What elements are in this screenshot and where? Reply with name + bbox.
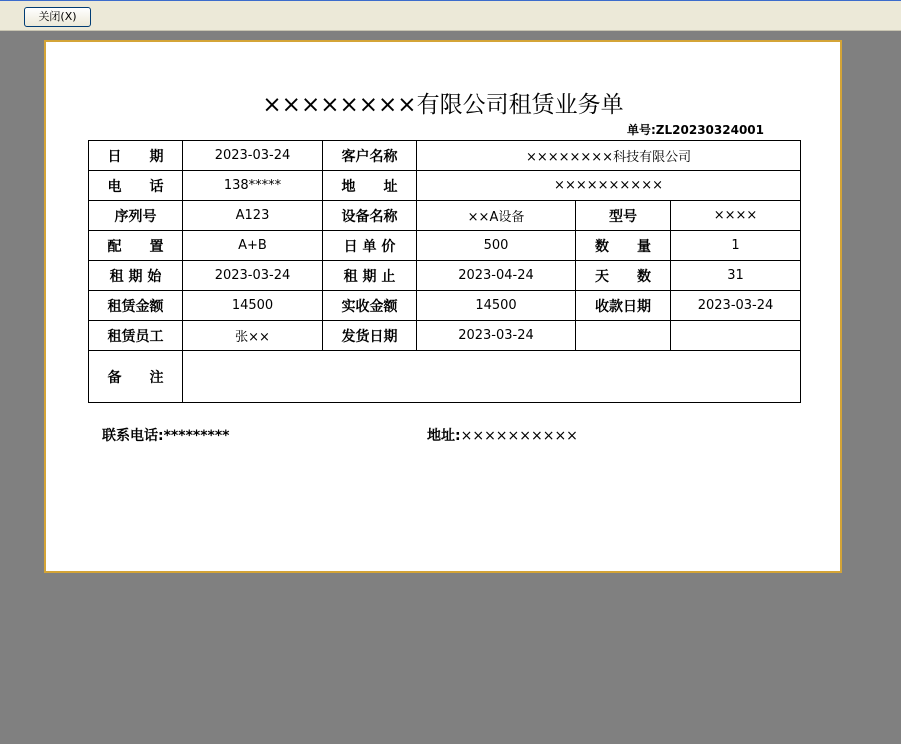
close-button[interactable]: 关闭(X) [24, 7, 91, 27]
table-row [89, 231, 801, 261]
config-label: 配 置 [89, 231, 183, 261]
address-value: ×××××××××× [417, 171, 801, 201]
days-value: 31 [671, 261, 801, 291]
pay-date-label: 收款日期 [576, 291, 671, 321]
daily-price-label: 日 单 价 [323, 231, 417, 261]
serial-label: 序列号 [89, 201, 183, 231]
pay-date-value: 2023-03-24 [671, 291, 801, 321]
device-value: ××A设备 [417, 201, 576, 231]
table-row [89, 291, 801, 321]
table-row [89, 141, 801, 171]
start-value: 2023-03-24 [183, 261, 323, 291]
customer-label: 客户名称 [323, 141, 417, 171]
phone-value: 138***** [183, 171, 323, 201]
date-label: 日 期 [89, 141, 183, 171]
model-label: 型号 [576, 201, 671, 231]
ship-date-value: 2023-03-24 [417, 321, 576, 351]
start-label: 租 期 始 [89, 261, 183, 291]
received-label: 实收金额 [323, 291, 417, 321]
table-row [89, 171, 801, 201]
toolbar [0, 0, 901, 31]
staff-value: 张×× [183, 321, 323, 351]
device-label: 设备名称 [323, 201, 417, 231]
date-value: 2023-03-24 [183, 141, 323, 171]
table-row [89, 351, 801, 403]
customer-value: ××××××××科技有限公司 [417, 141, 801, 171]
order-number [627, 121, 764, 138]
amount-label: 租赁金额 [89, 291, 183, 321]
model-value: ×××× [671, 201, 801, 231]
days-label: 天 数 [576, 261, 671, 291]
table-row [89, 321, 801, 351]
empty-cell [671, 321, 801, 351]
end-value: 2023-04-24 [417, 261, 576, 291]
rental-form-table [88, 140, 801, 403]
phone-label: 电 话 [89, 171, 183, 201]
table-row [89, 261, 801, 291]
amount-value: 14500 [183, 291, 323, 321]
config-value: A+B [183, 231, 323, 261]
order-number-label: 单号: [626, 123, 656, 137]
footer-phone-label: 联系电话: [102, 428, 164, 444]
empty-cell [576, 321, 671, 351]
staff-label: 租赁员工 [89, 321, 183, 351]
daily-price-value: 500 [417, 231, 576, 261]
footer-address [427, 425, 578, 445]
table-row [89, 201, 801, 231]
received-value: 14500 [417, 291, 576, 321]
footer-phone-value: ********* [163, 428, 230, 444]
end-label: 租 期 止 [323, 261, 417, 291]
quantity-label: 数 量 [576, 231, 671, 261]
serial-value: A123 [183, 201, 323, 231]
ship-date-label: 发货日期 [323, 321, 417, 351]
order-number-value: ZL20230324001 [655, 123, 764, 137]
footer-phone [102, 425, 230, 445]
footer-address-value: ×××××××××× [460, 428, 578, 444]
address-label: 地 址 [323, 171, 417, 201]
document-title: ××××××××有限公司租赁业务单 [262, 92, 624, 118]
remark-label: 备 注 [89, 351, 183, 403]
remark-value [183, 351, 801, 403]
print-preview-page [44, 40, 842, 573]
quantity-value: 1 [671, 231, 801, 261]
footer-address-label: 地址: [427, 428, 461, 444]
